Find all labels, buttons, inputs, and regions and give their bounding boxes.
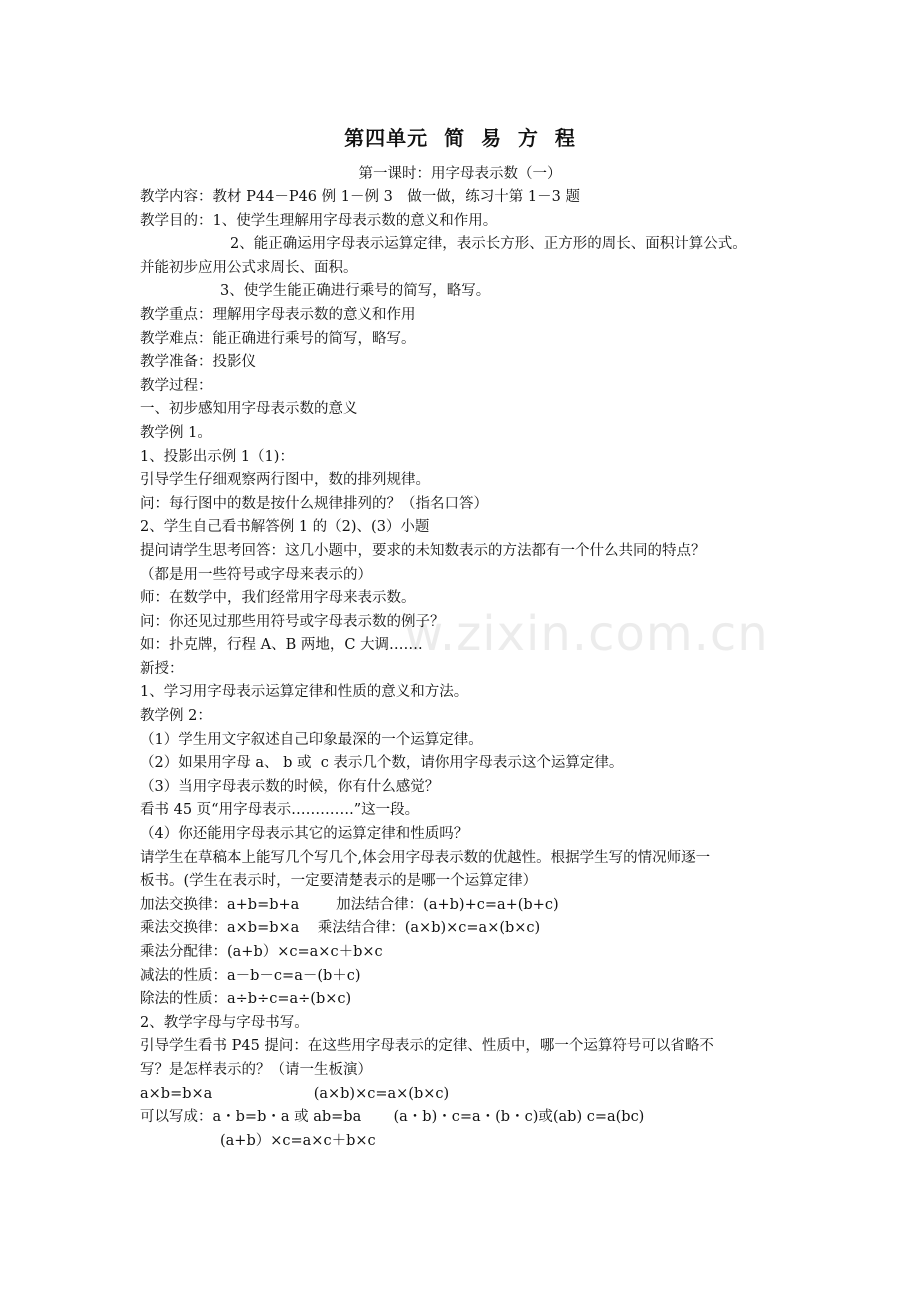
text-line: 请学生在草稿本上能写几个写几个,体会用字母表示数的优越性。根据学生写的情况师逐一 [140, 849, 711, 866]
section-heading: 新授： [140, 660, 184, 677]
text-line: 1、投影出示例 1（1)： [140, 448, 294, 465]
teaching-content-line: 教学内容：教材 P44－P46 例 1－例 3 做一做，练习十第 1－3 题 [140, 189, 580, 205]
text-line: （1）学生用文字叙述自己印象最深的一个运算定律。 [140, 731, 483, 748]
text-line: 提问请学生思考回答：这几小题中，要求的未知数表示的方法都有一个什么共同的特点？ [140, 542, 706, 559]
document-body [140, 186, 810, 1153]
text-line: 问：每行图中的数是按什么规律排列的？（指名口答） [140, 495, 488, 512]
text-line: 师：在数学中，我们经常用字母来表示数。 [140, 590, 416, 607]
section-heading: 一、初步感知用字母表示数的意义 [140, 401, 358, 418]
text-line: 板书。(学生在表示时，一定要清楚表示的是哪一个运算定律） [140, 873, 538, 890]
teaching-difficulty: 教学难点：能正确进行乘号的简写，略写。 [140, 330, 416, 347]
document-title: 第四单元 简 易 方 程 [344, 126, 576, 150]
teaching-goal-2: 2、能正确运用字母表示运算定律，表示长方形、正方形的周长、面积计算公式。 [230, 236, 747, 253]
formula-line: 减法的性质：a－b－c=a－(b＋c) [140, 967, 361, 984]
text-line: 看书 45 页“用字母表示………….”这一段。 [140, 802, 420, 819]
teaching-process-heading: 教学过程： [140, 377, 213, 394]
text-line: （4）你还能用字母表示其它的运算定律和性质吗？ [140, 826, 469, 843]
text-line: 教学例 2： [140, 708, 212, 725]
formula-line: 可以写成：a・b=b・a 或 ab=ba (a・b)・c=a・(b・c)或(ab) c=a(bc) [140, 1109, 645, 1126]
text-line: （3）当用字母表示数的时候，你有什么感觉？ [140, 778, 440, 795]
teaching-goal-1: 教学目的：1、使学生理解用字母表示数的意义和作用。 [140, 212, 498, 229]
teaching-goal-3: 3、使学生能正确进行乘号的简写，略写。 [220, 283, 491, 300]
formula-line: (a+b）×c=a×c＋b×c [220, 1132, 376, 1149]
text-line: 教学例 1。 [140, 424, 212, 441]
formula-line: 乘法分配律：(a+b）×c=a×c＋b×c [140, 944, 383, 960]
text-line: （2）如果用字母 a、 b 或 c 表示几个数，请你用字母表示这个运算定律。 [140, 755, 624, 772]
formula-line: 加法交换律：a+b=b+a 加法结合律：(a+b)+c=a+(b+c) [140, 896, 559, 913]
text-line: 引导学生看书 P45 提问：在这些用字母表示的定律、性质中，哪一个运算符号可以省略不 [140, 1038, 714, 1055]
watermark: w.zixin.com.cn [404, 606, 769, 662]
formula-line: 除法的性质：a÷b÷c=a÷(b×c) [140, 991, 352, 1008]
text-line: 引导学生仔细观察两行图中，数的排列规律。 [140, 472, 430, 489]
formula-line: 乘法交换律：a×b=b×a 乘法结合律：(a×b)×c=a×(b×c) [140, 920, 541, 937]
text-line: 1、学习用字母表示运算定律和性质的意义和方法。 [140, 684, 469, 701]
formula-line: a×b=b×a (a×b)×c=a×(b×c) [140, 1085, 450, 1102]
text-line: 写？是怎样表示的？（请一生板演） [140, 1061, 372, 1078]
text-line: 问：你还见过那些用符号或字母表示数的例子？ [140, 613, 445, 630]
text-line: （都是用一些符号或字母来表示的） [140, 566, 372, 583]
teaching-key-point: 教学重点：理解用字母表示数的意义和作用 [140, 306, 416, 323]
lesson-subtitle: 第一课时：用字母表示数（一） [358, 166, 562, 182]
text-line: 如：扑克牌，行程 A、B 两地，C 大调……. [140, 637, 423, 654]
teaching-goal-2-continued: 并能初步应用公式求周长、面积。 [140, 259, 358, 276]
teaching-preparation: 教学准备：投影仪 [140, 354, 256, 371]
section-heading: 2、教学字母与字母书写。 [140, 1014, 309, 1031]
text-line: 2、学生自己看书解答例 1 的（2)、(3）小题 [140, 519, 430, 536]
